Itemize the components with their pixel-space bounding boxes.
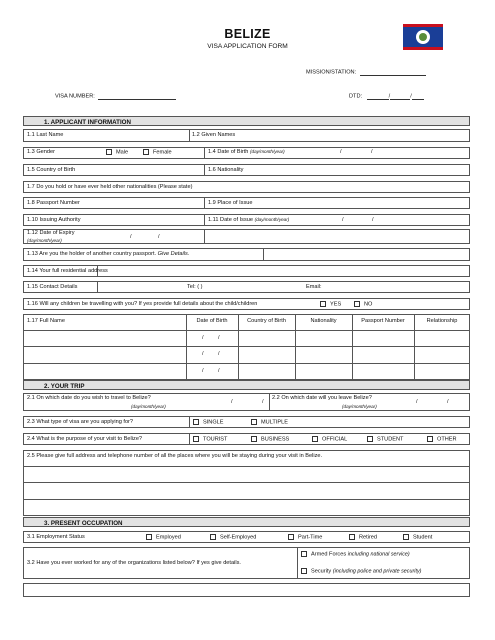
table-dob-slash: / — [218, 368, 220, 374]
travel-date-hint: (day/month/year) — [131, 404, 166, 409]
expiry-slash: / — [158, 234, 160, 240]
mission-station-field[interactable] — [306, 70, 426, 76]
organizations-label: 3.2 Have you ever worked for any of the organizations listed below? If yes give details. — [27, 560, 241, 566]
row-organizations-details — [23, 583, 470, 597]
dob-slash: / — [371, 149, 373, 155]
email-label: Email: — [306, 284, 322, 290]
multiple-checkbox[interactable]: MULTIPLE — [251, 419, 288, 426]
table-dob-slash: / — [202, 351, 204, 357]
dtd-field[interactable]: DTD: / / — [349, 94, 424, 100]
row-expiry — [23, 229, 470, 244]
security-checkbox[interactable]: Security (including police and private security) — [301, 568, 421, 575]
page-subtitle: VISA APPLICATION FORM — [207, 43, 288, 50]
table-dob-slash: / — [202, 368, 204, 374]
issuing-authority-label: 1.10 Issuing Authority — [27, 217, 81, 223]
given-names-label: 1.2 Given Names — [192, 132, 236, 138]
children-label: 1.16 Will any children be travelling with you? If yes provide full details about the child/children — [27, 301, 258, 307]
children-no-checkbox[interactable]: NO — [354, 301, 372, 308]
section-trip-header: 2. YOUR TRIP — [23, 380, 470, 390]
self-employed-checkbox[interactable]: Self-Employed — [210, 534, 256, 541]
section-occupation-header: 3. PRESENT OCCUPATION — [23, 517, 470, 527]
children-yes-checkbox[interactable]: YES — [320, 301, 341, 308]
table-dob-slash: / — [218, 335, 220, 341]
table-header-passport: Passport Number — [361, 318, 405, 324]
official-checkbox[interactable]: OFFICIAL — [312, 436, 347, 443]
employment-label: 3.1 Employment Status — [27, 534, 85, 540]
date-issue-label: 1.11 Date of Issue (day/month/year) — [208, 217, 290, 223]
nationality-label: 1.6 Nationality — [208, 167, 244, 173]
address-label: 1.14 Your full residential address — [27, 268, 108, 274]
row-country-nationality — [23, 164, 470, 176]
other-passport-label: 1.13 Are you the holder of another country passport. Give Details. — [27, 251, 190, 257]
page-title: BELIZE — [224, 27, 271, 41]
travel-slash: / — [262, 399, 264, 405]
row-contact — [23, 281, 470, 293]
student-checkbox[interactable]: STUDENT — [367, 436, 403, 443]
leave-slash: / — [447, 399, 449, 405]
armed-forces-checkbox[interactable]: Armed Forces including national service) — [301, 551, 410, 558]
dob-slash: / — [340, 149, 342, 155]
part-time-checkbox[interactable]: Part-Time — [288, 534, 322, 541]
table-header-relationship: Relationship — [426, 318, 458, 324]
table-dob-slash: / — [202, 335, 204, 341]
retired-checkbox[interactable]: Retired — [349, 534, 377, 541]
single-checkbox[interactable]: SINGLE — [193, 419, 224, 426]
dob-label: 1.4 Date of Birth (day/month/year) — [208, 149, 285, 155]
row-addresses — [23, 450, 470, 516]
dtd-label: DTD: — [349, 93, 363, 100]
tourist-checkbox[interactable]: TOURIST — [193, 436, 227, 443]
addresses-label: 2.5 Please give full address and telephone number of all the places where you will be staying during your visit in Belize. — [27, 453, 323, 459]
date-expiry-label: 1.12 Date of Expiry — [27, 230, 75, 236]
male-checkbox[interactable]: Male — [106, 149, 128, 156]
table-dob-slash: / — [218, 351, 220, 357]
contact-label: 1.15 Contact Details — [27, 284, 78, 290]
travel-date-label: 2.1 On which date do you wish to travel to Belize? — [27, 395, 151, 401]
other-nationalities-label: 1.7 Do you hold or have ever held other nationalities (Please state) — [27, 184, 193, 190]
expiry-slash: / — [130, 234, 132, 240]
date-expiry-hint: (day/month/year) — [27, 238, 62, 243]
section-applicant-header: 1. APPLICANT INFORMATION — [23, 116, 470, 126]
table-header-country: Country of Birth — [247, 318, 286, 324]
table-header-full-name: 1.17 Full Name — [27, 318, 65, 324]
date-issue-slash: / — [342, 217, 344, 223]
belize-flag-icon — [403, 24, 443, 50]
other-checkbox[interactable]: OTHER — [427, 436, 457, 443]
employed-checkbox[interactable]: Employed — [146, 534, 181, 541]
leave-slash: / — [416, 399, 418, 405]
mission-station-label: MISSION/STATION: — [306, 69, 357, 76]
table-header-dob: Date of Birth — [196, 318, 228, 324]
table-header-nationality: Nationality — [310, 318, 337, 324]
visa-number-label: VISA NUMBER: — [55, 93, 95, 100]
visa-type-label: 2.3 What type of visa are you applying for? — [27, 419, 134, 425]
visa-number-field[interactable] — [55, 94, 176, 100]
place-issue-label: 1.9 Place of Issue — [208, 200, 253, 206]
student-status-checkbox[interactable]: Student — [403, 534, 432, 541]
country-birth-label: 1.5 Country of Birth — [27, 167, 76, 173]
leave-date-label: 2.2 On which date will you leave Belize? — [272, 395, 372, 401]
last-name-label: 1.1 Last Name — [27, 132, 64, 138]
gender-label: 1.3 Gender — [27, 149, 55, 155]
leave-date-hint: (day/month/year) — [342, 404, 377, 409]
female-checkbox[interactable]: Female — [143, 149, 172, 156]
purpose-label: 2.4 What is the purpose of your visit to Belize? — [27, 436, 143, 442]
passport-number-label: 1.8 Passport Number — [27, 200, 80, 206]
travel-slash: / — [231, 399, 233, 405]
business-checkbox[interactable]: BUSINESS — [251, 436, 289, 443]
date-issue-slash: / — [372, 217, 374, 223]
tel-label: Tel: ( ) — [187, 284, 203, 290]
row-name — [23, 129, 470, 142]
